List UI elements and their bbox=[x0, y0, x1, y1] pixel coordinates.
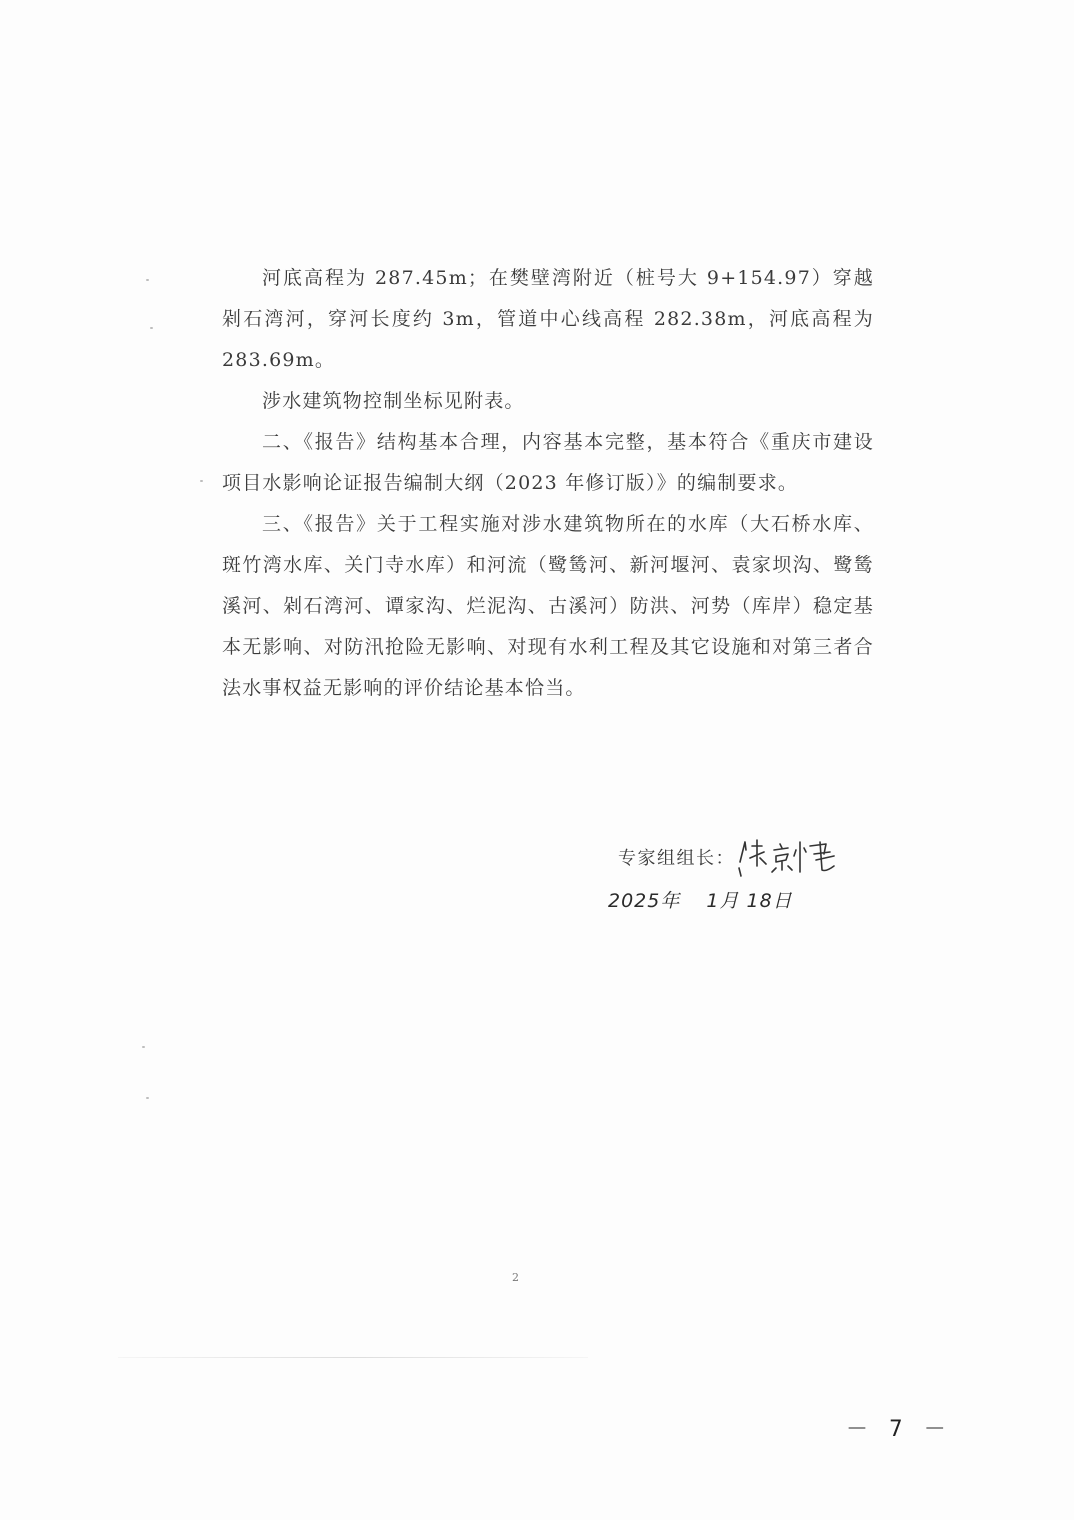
scan-speck bbox=[146, 1097, 149, 1099]
body-text bbox=[222, 258, 874, 709]
paragraph-conclusion: 三、《报告》关于工程实施对涉水建筑物所在的水库（大石桥水库、斑竹湾水库、关门寺水库）和河流（鹭鸶河、新河堰河、袁家坝沟、鹭鸶溪河、剁石湾河、谭家沟、烂泥沟、古溪河）防洪、河势（库岸）稳定基本无影响、对防汛抢险无影响、对现有水利工程及其它设施和对第三者合法水事权益无影响的评价结论基本恰当。 bbox=[222, 513, 874, 699]
inner-page-number: 2 bbox=[512, 1271, 519, 1284]
paragraph-coordinates: 涉水建筑物控制坐标见附表。 bbox=[262, 390, 525, 412]
page-number: － 7 － bbox=[846, 1417, 950, 1442]
signature-label: 专家组组长： bbox=[618, 848, 735, 869]
date-year: 2025年 bbox=[608, 890, 681, 912]
scan-speck bbox=[200, 480, 203, 482]
signature-block bbox=[608, 836, 878, 926]
paragraph-elevation: 河底高程为 287.45m；在樊壁湾附近（桩号大 9+154.97）穿越剁石湾河，穿河长度约 3m，管道中心线高程 282.38m，河底高程为 283.69m。 bbox=[222, 267, 874, 371]
scan-speck bbox=[150, 327, 153, 329]
scan-speck bbox=[142, 1046, 145, 1048]
scan-speck bbox=[146, 279, 149, 281]
date-day: 18日 bbox=[746, 890, 793, 912]
signature-date bbox=[608, 886, 793, 913]
scan-line bbox=[118, 1357, 588, 1358]
date-month: 1月 bbox=[706, 890, 740, 912]
handwritten-signature bbox=[736, 836, 856, 878]
paragraph-structure: 二、《报告》结构基本合理，内容基本完整，基本符合《重庆市建设项目水影响论证报告编制大纲（2023 年修订版）》的编制要求。 bbox=[222, 431, 874, 494]
